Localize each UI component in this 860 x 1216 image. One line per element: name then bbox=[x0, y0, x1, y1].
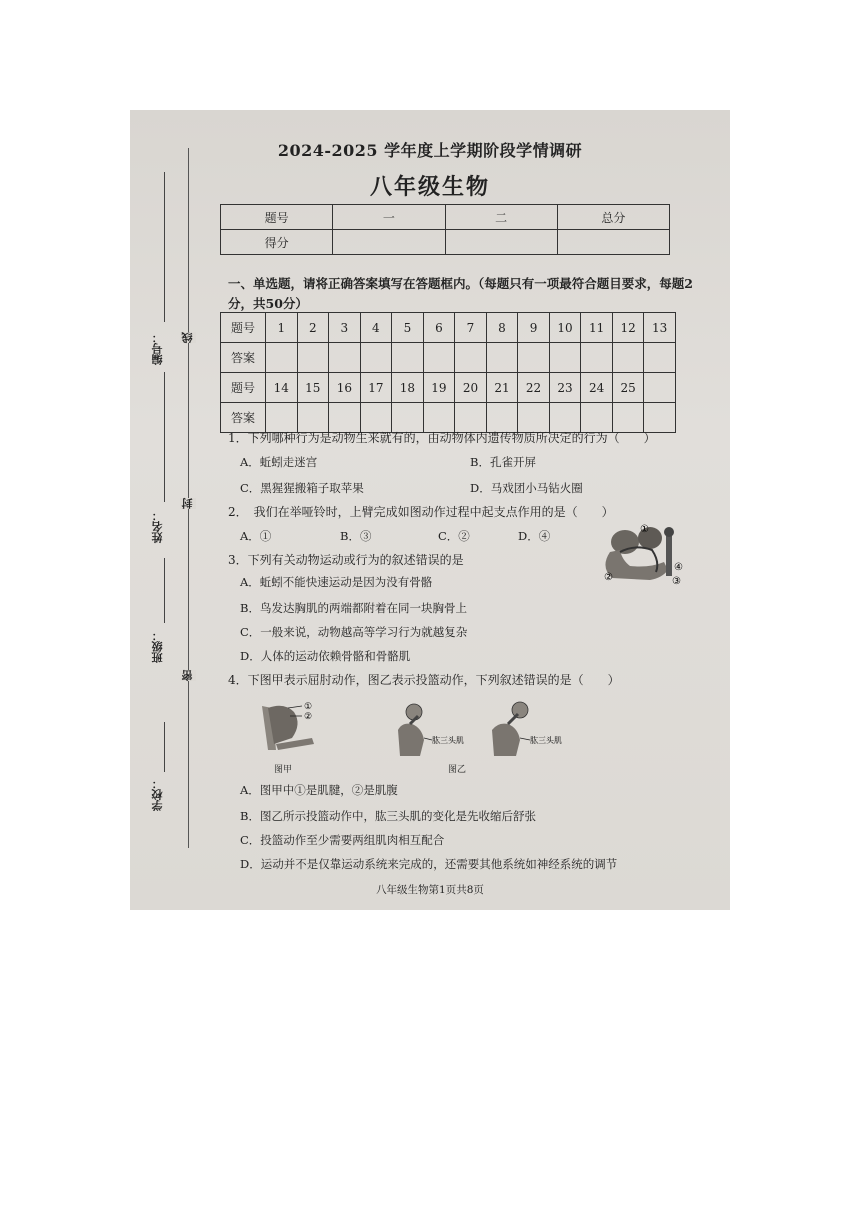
field-number-label: 编号： bbox=[151, 332, 164, 365]
score-table bbox=[220, 204, 670, 255]
answer-num bbox=[644, 373, 676, 403]
answer-num: 21 bbox=[486, 373, 518, 403]
figure-jia-caption: 图甲 bbox=[274, 765, 293, 775]
answer-num: 10 bbox=[549, 313, 581, 343]
question-4-option-b[interactable]: B．图乙所示投篮动作中，肱三头肌的变化是先收缩后舒张 bbox=[240, 809, 536, 823]
answer-row-label: 题号 bbox=[221, 373, 266, 403]
answer-cell[interactable] bbox=[423, 403, 455, 433]
field-school-underline bbox=[164, 722, 165, 772]
answer-cell[interactable] bbox=[266, 343, 298, 373]
answer-cell[interactable] bbox=[360, 343, 392, 373]
jia-mark-1: ① bbox=[304, 702, 313, 712]
answer-num: 24 bbox=[581, 373, 613, 403]
answer-cell[interactable] bbox=[455, 343, 487, 373]
arm-label-2: ② bbox=[604, 572, 613, 583]
score-head-part1: 一 bbox=[333, 205, 445, 230]
field-class-label: 班级： bbox=[151, 630, 164, 663]
answer-num: 2 bbox=[297, 313, 329, 343]
answer-cell[interactable] bbox=[329, 343, 361, 373]
answer-cell[interactable] bbox=[392, 343, 424, 373]
answer-cell[interactable] bbox=[329, 403, 361, 433]
section-one-heading: 一、单选题，请将正确答案填写在答题框内。（每题只有一项最符合题目要求，每题2分，共50分） bbox=[228, 276, 693, 311]
score-cell-part2[interactable] bbox=[445, 230, 557, 255]
answer-cell[interactable] bbox=[486, 343, 518, 373]
answer-row-label: 题号 bbox=[221, 313, 266, 343]
answer-num: 23 bbox=[549, 373, 581, 403]
exam-page bbox=[130, 110, 730, 910]
question-1-stem: 1．下列哪种行为是动物生来就有的，由动物体内遗传物质所决定的行为（ ） bbox=[228, 431, 656, 445]
score-cell-total[interactable] bbox=[557, 230, 669, 255]
answer-cell[interactable] bbox=[297, 343, 329, 373]
answer-num: 22 bbox=[518, 373, 550, 403]
question-3-option-b[interactable]: B．鸟发达胸肌的两端都附着在同一块胸骨上 bbox=[240, 601, 467, 615]
exam-title: 2024-2025 学年度上学期阶段学情调研 bbox=[277, 141, 583, 160]
answer-num: 16 bbox=[329, 373, 361, 403]
arm-dumbbell-figure bbox=[590, 522, 690, 592]
answer-num: 7 bbox=[455, 313, 487, 343]
seal-mark-secret: 密 bbox=[181, 670, 194, 681]
answer-cell[interactable] bbox=[581, 403, 613, 433]
question-2-option-c[interactable]: C．② bbox=[438, 529, 470, 543]
question-3-option-c[interactable]: C．一般来说，动物越高等学习行为就越复杂 bbox=[240, 625, 468, 639]
question-1-option-b[interactable]: B．孔雀开屏 bbox=[470, 455, 536, 469]
answer-cell[interactable] bbox=[455, 403, 487, 433]
answer-number-row-1 bbox=[221, 313, 676, 343]
answer-cell[interactable] bbox=[612, 343, 644, 373]
answer-row-label: 答案 bbox=[221, 403, 266, 433]
question-4-option-c[interactable]: C．投篮动作至少需要两组肌肉相互配合 bbox=[240, 833, 445, 847]
answer-num: 18 bbox=[392, 373, 424, 403]
answer-cell[interactable] bbox=[392, 403, 424, 433]
answer-num: 6 bbox=[423, 313, 455, 343]
answer-num: 3 bbox=[329, 313, 361, 343]
field-school-label: 学校： bbox=[151, 778, 164, 811]
answer-num: 11 bbox=[581, 313, 613, 343]
answer-num: 9 bbox=[518, 313, 550, 343]
answer-num: 15 bbox=[297, 373, 329, 403]
answer-num: 8 bbox=[486, 313, 518, 343]
question-4-option-d[interactable]: D．运动并不是仅靠运动系统来完成的，还需要其他系统如神经系统的调节 bbox=[240, 857, 618, 871]
arm-label-3: ③ bbox=[672, 576, 681, 587]
question-1-option-c[interactable]: C．黑猩猩搬箱子取苹果 bbox=[240, 481, 364, 495]
question-1-option-a[interactable]: A．蚯蚓走迷宫 bbox=[240, 455, 318, 469]
yi-mark-2: 肱三头肌 bbox=[530, 736, 562, 745]
page-footer: 八年级生物第1页共8页 bbox=[376, 884, 484, 896]
score-row-label: 得分 bbox=[221, 230, 333, 255]
answer-cell[interactable] bbox=[518, 403, 550, 433]
question-2-option-a[interactable]: A．① bbox=[240, 529, 272, 543]
answer-cell[interactable] bbox=[518, 343, 550, 373]
answer-cell[interactable] bbox=[612, 403, 644, 433]
answer-row-label: 答案 bbox=[221, 343, 266, 373]
answer-cell[interactable] bbox=[486, 403, 518, 433]
score-head-label: 题号 bbox=[221, 205, 333, 230]
answer-num: 20 bbox=[455, 373, 487, 403]
answer-cell[interactable] bbox=[549, 343, 581, 373]
field-class-underline bbox=[164, 558, 165, 623]
yi-mark-1: 肱三头肌 bbox=[432, 736, 464, 745]
answer-number-row-2 bbox=[221, 373, 676, 403]
answer-num: 14 bbox=[266, 373, 298, 403]
score-head-total: 总分 bbox=[557, 205, 669, 230]
answer-cell[interactable] bbox=[549, 403, 581, 433]
score-cell-part1[interactable] bbox=[333, 230, 445, 255]
arm-label-1: ① bbox=[640, 524, 649, 535]
question-2-option-d[interactable]: D．④ bbox=[518, 529, 551, 543]
figure-jia-elbow bbox=[254, 698, 324, 758]
seal-mark-line: 线 bbox=[181, 332, 194, 343]
question-4-option-a[interactable]: A．图甲中①是肌腱，②是肌腹 bbox=[240, 783, 398, 797]
question-2-stem: 2． 我们在举哑铃时，上臂完成如图动作过程中起支点作用的是（ ） bbox=[228, 505, 614, 519]
question-3-option-a[interactable]: A．蚯蚓不能快速运动是因为没有骨骼 bbox=[240, 575, 433, 589]
exam-subject: 八年级生物 bbox=[369, 174, 490, 200]
answer-num: 12 bbox=[612, 313, 644, 343]
answer-cell[interactable] bbox=[423, 343, 455, 373]
question-3-option-d[interactable]: D．人体的运动依赖骨骼和骨骼肌 bbox=[240, 649, 411, 663]
jia-mark-2: ② bbox=[304, 712, 313, 722]
field-name-underline bbox=[164, 372, 165, 502]
question-4-stem: 4．下图甲表示屈肘动作，图乙表示投篮动作，下列叙述错误的是（ ） bbox=[228, 673, 620, 687]
answer-cell[interactable] bbox=[266, 403, 298, 433]
answer-num: 5 bbox=[392, 313, 424, 343]
answer-num: 1 bbox=[266, 313, 298, 343]
answer-blank-row-1 bbox=[221, 343, 676, 373]
answer-num: 13 bbox=[644, 313, 676, 343]
answer-num: 25 bbox=[612, 373, 644, 403]
question-2-option-b[interactable]: B．③ bbox=[340, 529, 372, 543]
question-1-option-d[interactable]: D．马戏团小马钻火圈 bbox=[470, 481, 583, 495]
answer-num: 4 bbox=[360, 313, 392, 343]
answer-cell[interactable] bbox=[297, 403, 329, 433]
answer-num: 17 bbox=[360, 373, 392, 403]
seal-mark-seal: 封 bbox=[181, 498, 194, 509]
answer-cell[interactable] bbox=[644, 403, 676, 433]
answer-blank-row-2 bbox=[221, 403, 676, 433]
answer-table bbox=[220, 312, 676, 433]
score-head-part2: 二 bbox=[445, 205, 557, 230]
figure-yi-caption: 图乙 bbox=[448, 765, 467, 775]
answer-cell[interactable] bbox=[581, 343, 613, 373]
answer-cell[interactable] bbox=[360, 403, 392, 433]
answer-num: 19 bbox=[423, 373, 455, 403]
answer-cell[interactable] bbox=[644, 343, 676, 373]
field-name-label: 姓名： bbox=[151, 510, 164, 543]
arm-label-4: ④ bbox=[674, 562, 683, 573]
figure-yi-shooting bbox=[390, 700, 570, 760]
question-3-stem: 3．下列有关动物运动或行为的叙述错误的是 bbox=[228, 553, 464, 567]
